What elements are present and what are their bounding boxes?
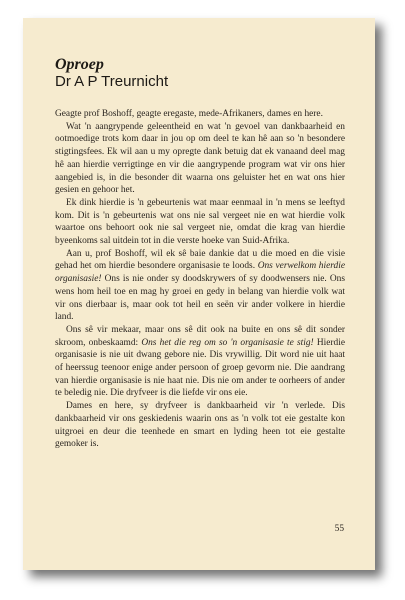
book-page [23,18,375,570]
paragraph [55,197,345,248]
author-name: Dr A P Treurnicht [55,73,169,90]
paragraph-text: Wat 'n aangrypende geleentheid en wat 'n gevoel van dankbaarheid en ootmoedige trots kom daar in jou op om deel te kan hê aan so 'n besondere stigtingsfees. Ek wil aan u my opregte dank betuig dat ek vanaand deel mag hê aan hierdie verrigtinge en vir die aangrypende program wat vir ons hier aangebied is, in die besonder dit waarna ons geluister het en wat ons hier gesien en gehoor het. [55,121,345,196]
paragraph-text: Ons is nie onder sy doodskrywers of sy doodwensers nie. Ons wens hom heil toe en mag hy groei en gedy in belang van hierdie volk wat vir ons dierbaar is, maar ook tot heil en seën vir ander volkere in hierdie land. [55,274,345,323]
paragraph-text: Geagte prof Boshoff, geagte eregaste, mede-Afrikaners, dames en here. [55,109,323,119]
paragraph-text: Hierdie organisasie is nie uit dwang gebore nie. Dis vrywillig. Dit word nie uit haat of heerssug teenoor enige ander persoon of groep gevorm nie. Die aandrang van hierdie organisasie is nie haat nie. Dis nie om ander te oorheers of ander te beledig nie. Die dryfveer is die liefde vir ons eie. [55,337,345,399]
paragraph-text: Ek dink hierdie is 'n gebeurtenis wat maar eenmaal in 'n mens se leeftyd kom. Dit is 'n gebeurtenis wat ons nie sal vergeet nie en wat hierdie volk waartoe ons behoort ook nie sal vergeet nie, omdat die krag van hierdie byeenkoms sal uitdein tot in die verste hoeke van Suid-Afrika. [55,197,345,247]
paragraph [55,121,345,197]
emphasis-text: Ons het die reg om so 'n organisasie te stig! [141,337,314,348]
body-text [55,108,345,451]
paragraph-text: Dames en here, sy dryfveer is dankbaarheid vir 'n verlede. Dis dankbaarheid vir ons geskiedenis waarin ons as 'n volk tot eie gestalte kon uitgroei en deur die teenhede en smart en lyding heen tot eie gestalte gemoker is. [55,401,345,450]
paragraph [55,400,345,451]
paragraph [55,324,345,400]
paragraph [55,108,345,121]
page-number: 55 [334,524,344,534]
paragraph-text: Ons sê vir mekaar, maar ons sê dit ook na buite en ons sê dit sonder skroom, onbeskaamd: [55,324,345,348]
page-title: Oproep [55,56,104,73]
paragraph-text: Aan u, prof Boshoff, wil ek sê baie dankie dat u die moed en die visie gehad het om hierdie besondere organisasie te loods. [55,248,345,272]
paragraph [55,248,345,324]
emphasis-text: Ons verwelkom hierdie organisasie! [55,261,345,285]
